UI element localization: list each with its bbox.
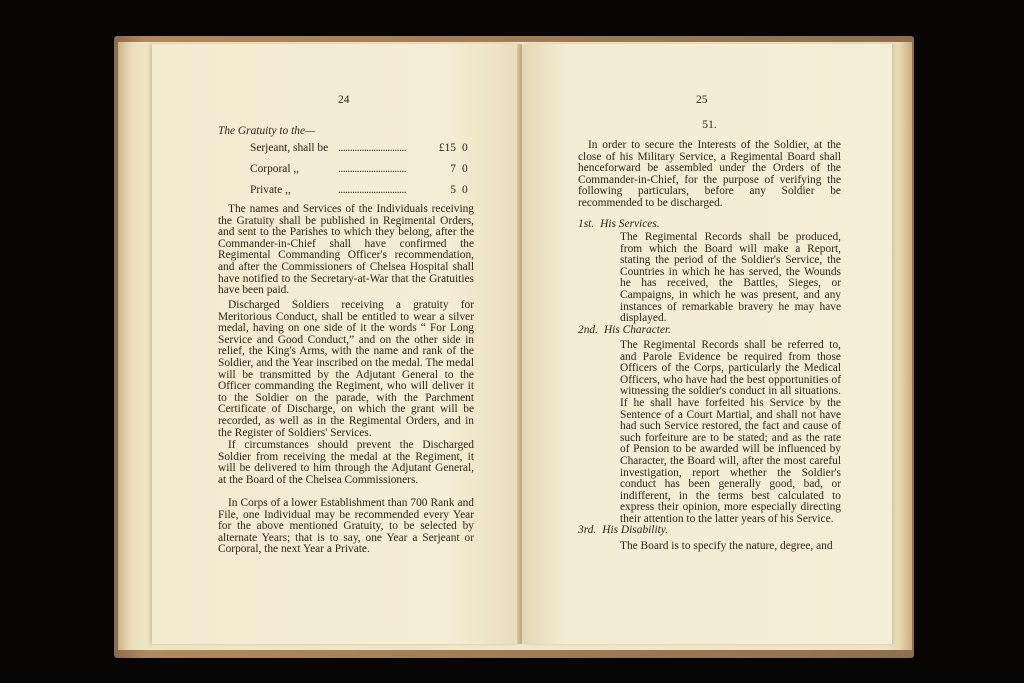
gratuity-rank: Private ,,: [250, 184, 291, 196]
page-number: 25: [696, 94, 708, 106]
leader-dots: .............................: [338, 142, 407, 154]
item-title: His Services.: [600, 218, 660, 230]
item-body: The Regimental Records shall be referred to, and Parole Evidence be required from those Officers of the Corps, particularly the Medical Officers, who have had the best opportunities of witnessing the soldier's conduct in all situations. If he shall have forfeited his Service by the Sentence of a Court Martial, and shall not have had such Service restored, the fact and cause of such forfeiture are to be stated; and as the rate of Pension to be awarded will be influenced by Character, the Board will, after the most careful investigation, report whether the Soldier's conduct has been generally good, bad, or indifferent, in the terms best calculated to express their opinion, more especially directing their attention to the latter years of his Service.: [620, 339, 841, 525]
item-title: His Character.: [603, 324, 672, 336]
gratuity-intro: The Gratuity to the—: [218, 125, 316, 137]
paragraph-gratuity-publication: The names and Services of the Individuals receiving the Gratuity shall be published in Regimental Orders, and sent to the Parishes to which they belong, after the Commander-in-Chief shall have confirmed the Regimental Commanding Officer's recommendation, and after the Commissioners of Chelsea Hospital shall have notified to the Secretary-at-War that the Gratuities have been paid.: [218, 203, 474, 297]
item-number: 1st.: [578, 218, 595, 230]
gratuity-pounds: £15: [438, 142, 456, 154]
gratuity-pounds: 5: [450, 184, 456, 196]
paragraph-silver-medal: Discharged Soldiers receiving a gratuity for Meritorious Conduct, shall be entitled to wear a silver medal, having on one side of it the words “ For Long Service and Good Conduct,” and on the other side in relief, the King's Arms, with the name and rank of the Soldier, and the Year inscribed on the medal. The medal will be transmitted by the Adjutant General to the Officer commanding the Regiment, who will deliver it to the Soldier on the parade, with the Parchment Certificate of Discharge, on which the grant will be recorded, as well as in the Regimental Orders, and in the Register of Soldiers' Services.: [218, 299, 474, 439]
item-number: 3rd.: [578, 524, 597, 536]
paragraph-regimental-board: In order to secure the Interests of the Soldier, at the close of his Military Service, a Regimental Board shall henceforward be assembled under the Orders of the Commander-in-Chief, for the purpose of verifying the following particulars, before any Soldier be recommended to be discharged.: [578, 139, 841, 209]
item-body: The Board is to specify the nature, degree, and: [620, 540, 833, 552]
item-title: His Disability.: [602, 524, 669, 536]
item-number: 2nd.: [578, 324, 598, 336]
gratuity-shillings: 0: [462, 184, 468, 196]
gratuity-rank: Corporal ,,: [250, 163, 300, 175]
gratuity-pounds: 7: [450, 163, 456, 175]
leader-dots: .............................: [338, 184, 407, 196]
section-number: 51.: [702, 119, 717, 131]
item-heading: [578, 524, 668, 536]
gratuity-rank: Serjeant, shall be: [250, 142, 329, 154]
item-body: The Regimental Records shall be produced, from which the Board will make a Report, stating the period of the Soldier's Service, the Countries in which he has served, the Wounds he has received, the Battles, Sieges, or Campaigns, in which he was present, and any instances of remarkable bravery he may have displayed.: [620, 231, 841, 325]
item-heading: [578, 324, 671, 336]
leader-dots: .............................: [338, 163, 407, 175]
gratuity-shillings: 0: [462, 142, 468, 154]
gratuity-shillings: 0: [462, 163, 468, 175]
paragraph-lower-establishment: In Corps of a lower Establishment than 700 Rank and File, one Individual may be recommended every Year for the above mentioned Gratuity, to be selected by alternate Years; that is to say, one Year a Serjeant or Corporal, the next Year a Private.: [218, 497, 474, 556]
paragraph-medal-delivery: If circumstances should prevent the Discharged Soldier from receiving the medal at the Regiment, it will be delivered to him through the Adjutant General, at the Board of the Chelsea Commissioners.: [218, 439, 474, 486]
page-number: 24: [338, 94, 350, 106]
left-page: [152, 44, 520, 644]
item-heading: [578, 218, 660, 230]
right-page: [522, 44, 892, 644]
